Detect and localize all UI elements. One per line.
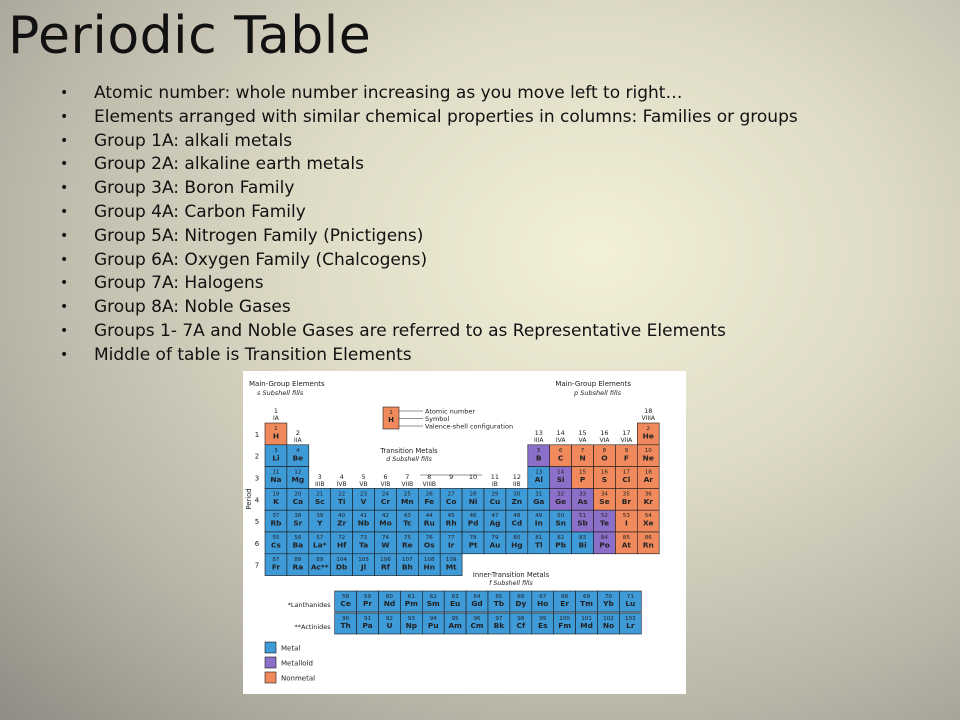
element-symbol: Te [599, 518, 609, 528]
bullet-item: • Group 6A: Oxygen Family (Chalcogens) [60, 249, 950, 273]
element-atomic-number: 17 [622, 469, 630, 476]
element-symbol: Cu [489, 496, 501, 506]
element-symbol: Cm [470, 621, 484, 630]
element-symbol: Sc [314, 496, 325, 506]
element-symbol: Ba [292, 540, 304, 550]
group-roman-label: IIIB [315, 481, 325, 488]
element-atomic-number: 64 [473, 594, 481, 600]
key-label: Valence-shell configuration [425, 422, 514, 431]
element-symbol: Pd [467, 518, 479, 528]
element-symbol: Jl [360, 562, 367, 572]
element-atomic-number: 29 [491, 491, 499, 498]
group-roman-label: IVB [336, 481, 347, 488]
heading-d-subshell: d Subshell fills [386, 456, 432, 463]
element-atomic-number: 30 [513, 491, 521, 498]
element-atomic-number: 9 [624, 447, 629, 454]
element-atomic-number: 62 [429, 594, 437, 600]
group-number: 2 [295, 429, 300, 437]
period-number: 4 [254, 496, 260, 505]
group-roman-label: VIB [380, 481, 391, 488]
element-atomic-number: 22 [338, 491, 346, 498]
element-symbol: Ho [537, 599, 549, 608]
element-symbol: Mn [401, 496, 414, 506]
element-symbol: Cs [271, 540, 281, 550]
element-symbol: Cl [622, 475, 631, 485]
element-atomic-number: 83 [578, 535, 587, 541]
group-number: 1 [273, 407, 279, 415]
element-symbol: Br [621, 496, 631, 506]
bullet-item: • Groups 1- 7A and Noble Gases are referred to as Representative Elements [60, 320, 950, 344]
element-symbol: Sm [426, 599, 440, 608]
group-number: 7 [405, 473, 410, 481]
group-number: 12 [512, 473, 521, 481]
element-atomic-number: 109 [445, 556, 457, 563]
element-symbol: Re [401, 540, 413, 550]
element-atomic-number: 47 [491, 513, 499, 520]
element-atomic-number: 20 [294, 491, 302, 498]
legend-label: Metalloid [281, 659, 313, 668]
heading-f-subshell: f Subshell fills [489, 580, 533, 587]
element-symbol: F [623, 453, 629, 463]
element-symbol: He [642, 431, 654, 441]
element-atomic-number: 45 [447, 513, 455, 520]
element-symbol: Ge [555, 496, 567, 506]
element-atomic-number: 6 [558, 447, 563, 454]
element-symbol: P [579, 475, 586, 485]
element-atomic-number: 63 [451, 594, 459, 600]
group-number: 5 [361, 473, 366, 481]
group-roman-label: IIIA [534, 437, 544, 444]
element-symbol: Nb [357, 518, 370, 528]
element-atomic-number: 89 [316, 556, 324, 563]
element-atomic-number: 58 [342, 594, 350, 600]
element-atomic-number: 38 [294, 513, 302, 520]
heading-transition-metals: Transition Metals [380, 447, 438, 455]
element-atomic-number: 97 [495, 616, 503, 622]
legend-swatch [265, 642, 276, 653]
element-symbol: U [386, 621, 393, 630]
group-roman-label: IIA [294, 437, 302, 444]
element-symbol: Gd [471, 599, 483, 608]
element-symbol: Fr [271, 562, 281, 572]
element-symbol: Bi [578, 540, 587, 550]
element-symbol: S [601, 475, 608, 485]
legend-swatch [265, 672, 276, 683]
element-atomic-number: 72 [338, 535, 346, 541]
element-symbol: Ca [292, 496, 304, 506]
element-symbol: Dy [515, 599, 527, 608]
element-symbol: Ti [337, 496, 346, 506]
heading-p-subshell: p Subshell fills [574, 389, 621, 397]
element-symbol: Tc [403, 518, 412, 528]
element-atomic-number: 32 [557, 491, 565, 498]
element-symbol: At [621, 540, 631, 550]
legend-label: Nonmetal [281, 674, 316, 683]
group-number: 4 [339, 473, 344, 481]
periodic-table-image [243, 371, 686, 694]
element-atomic-number: 100 [559, 616, 570, 622]
element-symbol: Zn [511, 496, 523, 506]
element-symbol: Tl [534, 540, 543, 550]
key-label: Symbol [425, 414, 450, 423]
element-symbol: Fe [424, 496, 435, 506]
period-axis-label: Period [245, 488, 253, 510]
element-symbol: Xe [642, 518, 654, 528]
element-atomic-number: 86 [644, 535, 652, 541]
element-atomic-number: 44 [425, 513, 433, 520]
element-atomic-number: 19 [272, 491, 280, 498]
element-atomic-number: 54 [644, 513, 652, 520]
element-symbol: Ag [489, 518, 501, 528]
element-symbol: Zr [337, 518, 347, 528]
element-symbol: Th [340, 621, 351, 630]
element-symbol: Cd [511, 518, 523, 528]
element-atomic-number: 31 [535, 491, 543, 498]
element-symbol: Ru [423, 518, 435, 528]
element-atomic-number: 59 [363, 594, 372, 600]
bullet-item: • Group 7A: Halogens [60, 272, 950, 296]
slide-title: Periodic Table [8, 6, 372, 66]
element-atomic-number: 13 [535, 469, 543, 476]
element-symbol: Li [272, 453, 280, 463]
element-symbol: Mg [291, 475, 305, 485]
group-number: 13 [534, 429, 543, 437]
heading-inner-transition: Inner-Transition Metals [472, 571, 550, 579]
element-symbol: B [535, 453, 542, 463]
element-symbol: Ra [292, 562, 304, 572]
group-roman-label: VIIB [401, 481, 414, 488]
element-symbol: Si [556, 475, 565, 485]
element-atomic-number: 84 [600, 535, 609, 541]
element-symbol: Tb [493, 599, 505, 608]
group-roman-label: VIIIA [641, 415, 656, 422]
element-atomic-number: 81 [535, 535, 543, 541]
element-atomic-number: 56 [294, 535, 302, 541]
element-symbol: Am [448, 621, 462, 630]
element-atomic-number: 25 [403, 491, 411, 498]
element-symbol: Ce [340, 599, 351, 608]
element-symbol: Po [599, 540, 610, 550]
element-symbol: Hg [511, 540, 523, 550]
element-symbol: I [624, 518, 628, 528]
element-symbol: Ni [468, 496, 478, 506]
element-atomic-number: 88 [294, 556, 302, 563]
element-atomic-number: 42 [381, 513, 390, 520]
element-atomic-number: 27 [447, 491, 455, 498]
group-number: 14 [556, 429, 565, 437]
element-symbol: Rb [270, 518, 282, 528]
element-symbol: Lr [626, 621, 635, 630]
element-symbol: Lu [625, 599, 636, 608]
element-atomic-number: 15 [578, 469, 587, 476]
element-atomic-number: 70 [604, 594, 613, 600]
element-atomic-number: 85 [622, 535, 630, 541]
element-symbol: Y [317, 518, 323, 528]
element-atomic-number: 74 [381, 535, 390, 541]
key-sample-symbol: H [388, 416, 394, 424]
element-atomic-number: 79 [491, 535, 499, 541]
element-symbol: N [579, 453, 586, 463]
element-symbol: Pb [555, 540, 567, 550]
element-symbol: Rn [642, 540, 654, 550]
group-roman-label: VIIIB [422, 481, 437, 488]
element-symbol: Db [335, 562, 348, 572]
element-atomic-number: 71 [626, 594, 634, 600]
element-symbol: No [602, 621, 615, 630]
element-symbol: H [272, 431, 280, 441]
group-roman-label: VIA [599, 437, 610, 444]
period-number: 7 [254, 561, 260, 570]
element-symbol: Al [534, 475, 543, 485]
bullet-item: • Group 2A: alkaline earth metals [60, 153, 950, 177]
element-atomic-number: 80 [513, 535, 521, 541]
element-symbol: Co [445, 496, 457, 506]
element-symbol: Ta [359, 540, 369, 550]
element-symbol: Nd [383, 599, 396, 608]
element-symbol: Rf [380, 562, 390, 572]
key-label: Atomic number [425, 407, 476, 416]
element-symbol: Pa [362, 621, 373, 630]
element-atomic-number: 82 [557, 535, 565, 541]
element-atomic-number: 12 [294, 469, 302, 476]
element-atomic-number: 57 [316, 535, 324, 541]
lanthanides-label: *Lanthanides [287, 601, 331, 609]
group-number: 18 [644, 407, 653, 415]
element-atomic-number: 48 [513, 513, 521, 520]
element-atomic-number: 7 [580, 447, 585, 454]
period-number: 1 [254, 430, 260, 439]
element-symbol: C [557, 453, 564, 463]
group-number: 8 [427, 473, 432, 481]
element-atomic-number: 43 [403, 513, 411, 520]
element-atomic-number: 73 [359, 535, 368, 541]
legend-swatch [265, 657, 276, 668]
element-atomic-number: 14 [557, 469, 565, 476]
element-atomic-number: 107 [402, 556, 413, 563]
element-atomic-number: 16 [600, 469, 609, 476]
element-atomic-number: 26 [425, 491, 433, 498]
group-roman-label: VA [578, 437, 587, 444]
group-roman-label: IIB [513, 481, 521, 488]
element-symbol: Ne [642, 453, 654, 463]
element-atomic-number: 91 [363, 616, 372, 622]
element-atomic-number: 87 [272, 556, 280, 563]
element-atomic-number: 103 [625, 616, 636, 622]
element-symbol: O [601, 453, 608, 463]
element-atomic-number: 36 [644, 491, 652, 498]
element-symbol: Yb [603, 599, 614, 608]
element-atomic-number: 23 [359, 491, 368, 498]
element-atomic-number: 1 [274, 426, 278, 432]
legend-label: Metal [281, 644, 301, 653]
element-symbol: Se [599, 496, 610, 506]
element-symbol: W [381, 540, 390, 550]
element-symbol: Fm [558, 621, 572, 630]
element-symbol: Na [270, 475, 282, 485]
element-symbol: Ac** [310, 562, 329, 572]
element-atomic-number: 5 [536, 447, 541, 454]
element-symbol: Pm [404, 599, 418, 608]
element-symbol: Sn [555, 518, 566, 528]
element-atomic-number: 33 [578, 491, 587, 498]
element-symbol: Sb [577, 518, 588, 528]
element-atomic-number: 2 [646, 426, 651, 432]
bullet-item: • Elements arranged with similar chemical properties in columns: Families or groups [60, 106, 950, 130]
element-atomic-number: 76 [425, 535, 433, 541]
element-atomic-number: 106 [380, 556, 391, 563]
element-atomic-number: 93 [407, 616, 415, 622]
element-symbol: Cf [516, 621, 526, 630]
element-symbol: Mo [379, 518, 392, 528]
element-atomic-number: 101 [581, 616, 592, 622]
group-number: 6 [383, 473, 388, 481]
heading-s-subshell: s Subshell fills [257, 389, 304, 397]
element-atomic-number: 50 [557, 513, 565, 520]
bullet-item: • Group 3A: Boron Family [60, 177, 950, 201]
element-atomic-number: 92 [385, 616, 394, 622]
element-symbol: V [360, 496, 367, 506]
element-atomic-number: 3 [274, 447, 278, 454]
element-atomic-number: 102 [603, 616, 614, 622]
element-atomic-number: 96 [473, 616, 481, 622]
element-atomic-number: 69 [582, 594, 591, 600]
group-number: 15 [578, 429, 587, 437]
bullet-item: • Group 8A: Noble Gases [60, 296, 950, 320]
element-symbol: Np [405, 621, 418, 630]
group-number: 10 [468, 473, 478, 481]
period-number: 2 [254, 452, 260, 461]
group-number: 17 [622, 429, 631, 437]
element-atomic-number: 78 [469, 535, 477, 541]
element-symbol: Md [580, 621, 593, 630]
element-atomic-number: 51 [578, 513, 587, 520]
element-atomic-number: 108 [423, 556, 435, 563]
bullet-item: • Group 4A: Carbon Family [60, 201, 950, 225]
group-roman-label: IVA [555, 437, 566, 444]
element-symbol: Tm [580, 599, 593, 608]
element-atomic-number: 21 [316, 491, 324, 498]
group-roman-label: VB [359, 481, 368, 488]
element-symbol: Eu [449, 599, 461, 608]
element-atomic-number: 68 [561, 594, 569, 600]
period-number: 5 [254, 518, 260, 527]
element-symbol: Au [489, 540, 501, 550]
element-symbol: Er [560, 599, 570, 608]
element-atomic-number: 60 [385, 594, 394, 600]
element-atomic-number: 28 [469, 491, 477, 498]
element-atomic-number: 40 [338, 513, 346, 520]
element-atomic-number: 94 [429, 616, 437, 622]
element-atomic-number: 37 [272, 513, 280, 520]
element-symbol: Mt [445, 562, 457, 572]
element-atomic-number: 55 [272, 535, 280, 541]
bullet-item: • Atomic number: whole number increasing as you move left to right… [60, 82, 950, 106]
element-symbol: Ar [643, 475, 653, 485]
element-symbol: Kr [643, 496, 653, 506]
element-symbol: Pt [468, 540, 478, 550]
key-sample-number: 1 [389, 410, 393, 416]
element-atomic-number: 61 [407, 594, 415, 600]
element-atomic-number: 34 [600, 491, 609, 498]
element-atomic-number: 104 [336, 556, 347, 563]
element-atomic-number: 35 [622, 491, 630, 498]
element-atomic-number: 99 [539, 616, 547, 622]
element-symbol: In [534, 518, 543, 528]
element-atomic-number: 65 [495, 594, 503, 600]
element-atomic-number: 49 [535, 513, 543, 520]
period-number: 3 [254, 474, 260, 483]
group-number: 11 [490, 473, 500, 481]
bullet-list [60, 82, 950, 368]
element-symbol: Pr [363, 599, 373, 608]
group-roman-label: IA [273, 415, 279, 422]
bullet-item: • Group 5A: Nitrogen Family (Pnictigens) [60, 225, 950, 249]
element-symbol: K [273, 496, 279, 506]
element-atomic-number: 53 [622, 513, 630, 520]
element-atomic-number: 8 [602, 447, 607, 454]
element-symbol: As [577, 496, 588, 506]
element-atomic-number: 18 [644, 469, 652, 476]
group-number: 9 [449, 473, 454, 481]
element-atomic-number: 66 [517, 594, 525, 600]
actinides-label: **Actinides [294, 623, 331, 631]
element-atomic-number: 24 [381, 491, 390, 498]
element-symbol: Bh [401, 562, 413, 572]
heading-main-group-left: Main-Group Elements [249, 380, 325, 388]
element-symbol: Bk [493, 621, 505, 630]
element-symbol: Pu [427, 621, 439, 630]
element-symbol: Es [538, 621, 548, 630]
element-atomic-number: 95 [451, 616, 459, 622]
element-atomic-number: 98 [517, 616, 525, 622]
element-symbol: Sr [293, 518, 303, 528]
element-atomic-number: 77 [447, 535, 455, 541]
group-number: 16 [600, 429, 609, 437]
element-symbol: Ga [533, 496, 545, 506]
element-symbol: Hf [336, 540, 347, 550]
element-symbol: Be [292, 453, 304, 463]
period-number: 6 [254, 539, 260, 548]
element-symbol: Rh [445, 518, 457, 528]
group-roman-label: VIIA [620, 437, 633, 444]
element-atomic-number: 11 [272, 469, 280, 476]
element-atomic-number: 75 [403, 535, 411, 541]
heading-main-group-right: Main-Group Elements [555, 380, 631, 388]
element-atomic-number: 39 [316, 513, 324, 520]
element-symbol: Hn [423, 562, 435, 572]
element-atomic-number: 46 [469, 513, 477, 520]
group-roman-label: IB [492, 481, 498, 488]
bullet-item: • Middle of table is Transition Elements [60, 344, 950, 368]
element-atomic-number: 105 [358, 556, 369, 563]
element-symbol: La* [312, 540, 327, 550]
element-atomic-number: 4 [296, 447, 300, 454]
element-symbol: Ir [447, 540, 455, 550]
bullet-item: • Group 1A: alkali metals [60, 130, 950, 154]
element-symbol: Cr [380, 496, 390, 506]
element-atomic-number: 90 [342, 616, 350, 622]
element-atomic-number: 67 [539, 594, 547, 600]
element-symbol: Os [423, 540, 435, 550]
element-atomic-number: 10 [644, 447, 652, 454]
element-atomic-number: 41 [359, 513, 368, 520]
group-number: 3 [317, 473, 322, 481]
element-atomic-number: 52 [600, 513, 609, 520]
